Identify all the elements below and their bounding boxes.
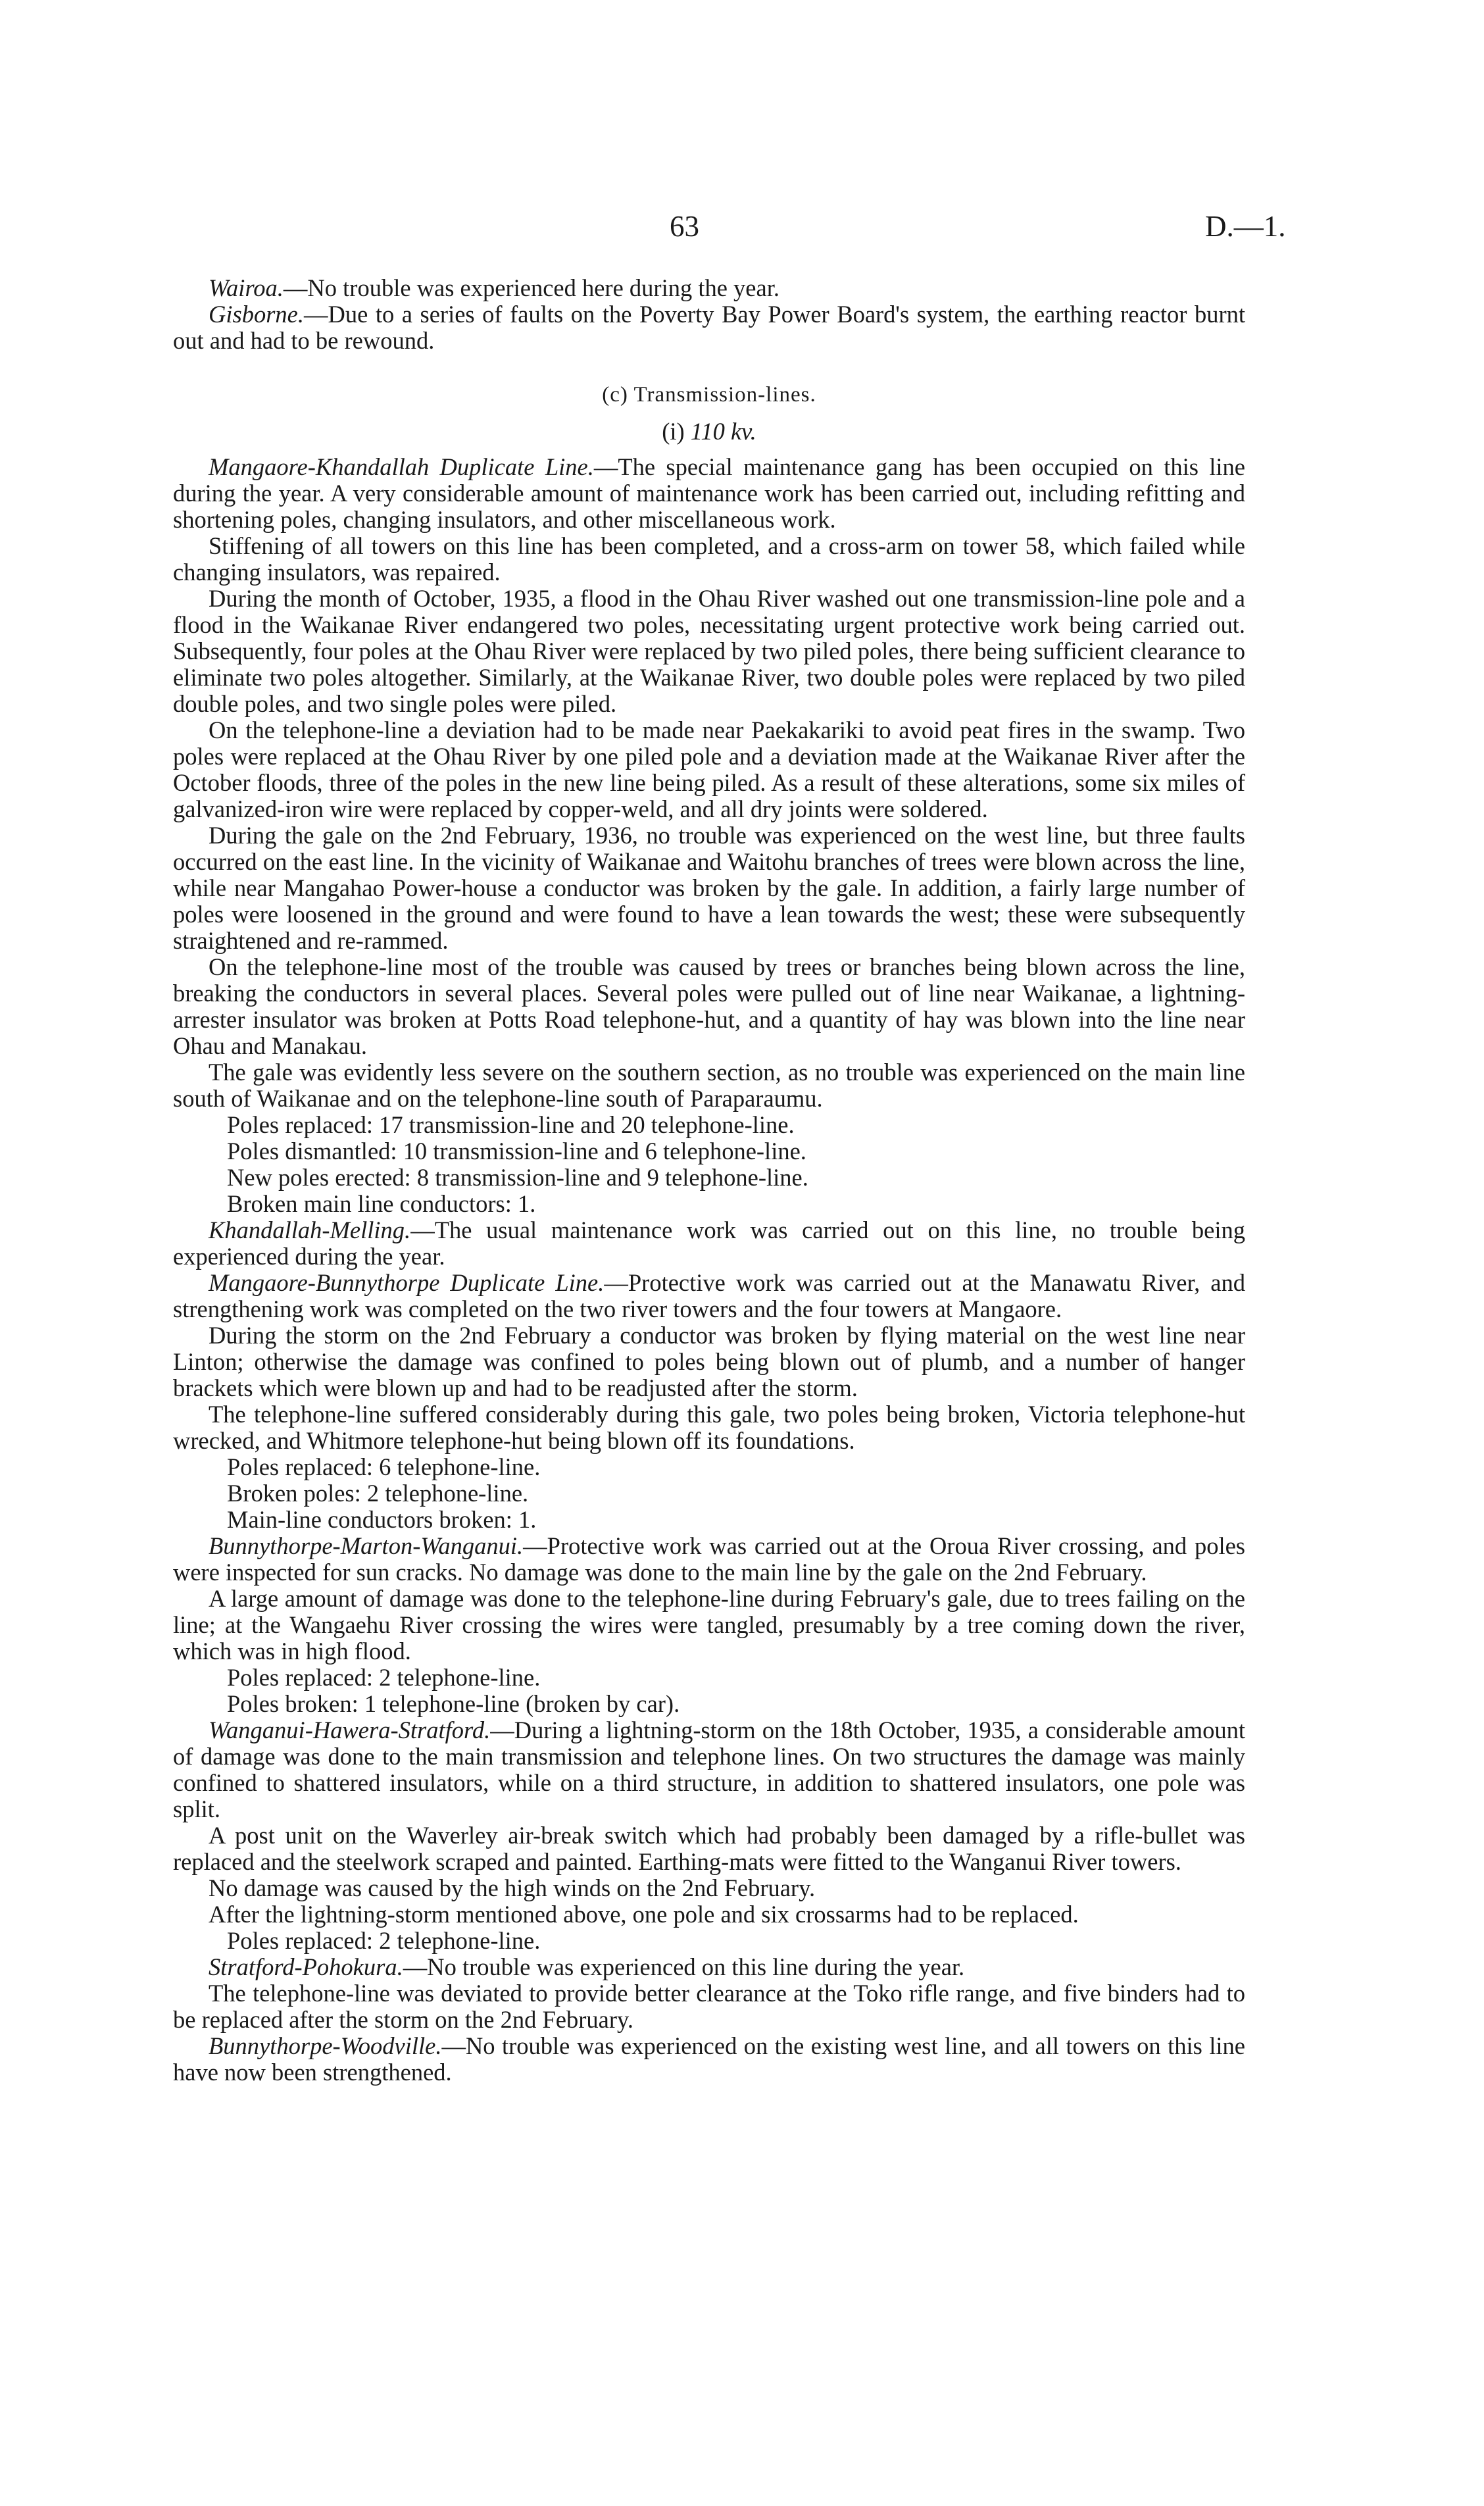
list-item: Main-line conductors broken: 1. bbox=[227, 1506, 537, 1533]
paragraph: The telephone-line suffered considerably during this gale, two poles being broken, Victoria telephone-hut wrecked, and Whitmore telephone-hut being blown off its foundations. bbox=[173, 1401, 1245, 1454]
list-item: Broken poles: 2 telephone-line. bbox=[227, 1480, 529, 1507]
section-title: Stratford-Pohokura. bbox=[209, 1953, 403, 1980]
page-body bbox=[173, 275, 1245, 2086]
page-header bbox=[0, 209, 1484, 249]
section-title: Wanganui-Hawera-Stratford. bbox=[209, 1717, 491, 1743]
paragraph: Mangaore-Khandallah Duplicate Line.—The special maintenance gang has been occupied on this line during the year. A very considerable amount of maintenance work has been carried out, including refitting and shortening poles, changing insulators, and other miscellaneous work. bbox=[173, 453, 1245, 533]
section-heading: (c) Transmission-lines. bbox=[602, 383, 816, 407]
section-title: Wairoa. bbox=[209, 274, 284, 301]
list-item: Poles replaced: 2 telephone-line. bbox=[227, 1664, 541, 1691]
list-item: Poles replaced: 2 telephone-line. bbox=[227, 1927, 541, 1954]
paragraph-wairoa: Wairoa.—No trouble was experienced here during the year. bbox=[209, 274, 779, 301]
paragraph: Wanganui-Hawera-Stratford.—During a lightning-storm on the 18th October, 1935, a considerable amount of damage was done to the main transmission and telephone lines. On two structures the damage was mainly confined to shattered insulators, while on a third structure, in addition to shattered insulators, one pole was split. bbox=[173, 1717, 1245, 1822]
paragraph-gisborne: Gisborne.—Due to a series of faults on the Poverty Bay Power Board's system, the earthing reactor burnt out and had to be rewound. bbox=[173, 301, 1245, 354]
section-title: Bunnythorpe-Woodville. bbox=[209, 2032, 442, 2059]
paragraph: On the telephone-line a deviation had to be made near Paekakariki to avoid peat fires in the swamp. Two poles were replaced at the Ohau River by one piled pole and a deviation made at the Waikanae River after the October floods, three of the poles in the new line being piled. As a result of these alterations, some six miles of galvanized-iron wire were replaced by copper-weld, and all dry joints were soldered. bbox=[173, 716, 1245, 822]
paragraph: The gale was evidently less severe on the southern section, as no trouble was experienced on the main line south of Waikanae and on the telephone-line south of Paraparaumu. bbox=[173, 1059, 1245, 1112]
paragraph: Mangaore-Bunnythorpe Duplicate Line.—Protective work was carried out at the Manawatu River, and strengthening work was completed on the two river towers and the four towers at Mangaore. bbox=[173, 1269, 1245, 1322]
list-item: Broken main line conductors: 1. bbox=[227, 1190, 536, 1217]
paragraph: Bunnythorpe-Marton-Wanganui.—Protective work was carried out at the Oroua River crossing, and poles were inspected for sun cracks. No damage was done to the main line by the gale on the 2nd February. bbox=[173, 1532, 1245, 1586]
document-reference: D.—1. bbox=[1205, 210, 1286, 243]
paragraph: A large amount of damage was done to the telephone-line during February's gale, due to trees failing on the line; at the Wangaehu River crossing the wires were tangled, presumably by a tree coming down the river, which was in high flood. bbox=[173, 1585, 1245, 1665]
paragraph: During the month of October, 1935, a flood in the Ohau River washed out one transmission-line pole and a flood in the Waikanae River endangered two poles, necessitating urgent protective work being carried out. Subsequently, four poles at the Ohau River were replaced by two piled poles, there being sufficient clearance to eliminate two poles altogether. Similarly, at the Waikanae River, two double poles were replaced by two piled double poles, and two single poles were piled. bbox=[173, 585, 1245, 717]
paragraph: A post unit on the Waverley air-break switch which had probably been damaged by a rifle-bullet was replaced and the steelwork scraped and painted. Earthing-mats were fitted to the Wanganui River towers. bbox=[173, 1822, 1245, 1875]
section-title: Khandallah-Melling. bbox=[209, 1216, 411, 1243]
section-title: Mangaore-Khandallah Duplicate Line. bbox=[209, 453, 594, 480]
paragraph: During the gale on the 2nd February, 1936, no trouble was experienced on the west line, but three faults occurred on the east line. In the vicinity of Waikanae and Waitohu branches of trees were blown across the line, while near Mangahao Power-house a conductor was broken by the gale. In addition, a fairly large number of poles were loosened in the ground and were found to have a lean towards the west; these were subsequently straightened and re-rammed. bbox=[173, 822, 1245, 954]
list-item: Poles broken: 1 telephone-line (broken by car). bbox=[227, 1690, 680, 1717]
subsection-heading: (i) 110 kv. bbox=[662, 418, 756, 445]
list-item: Poles replaced: 17 transmission-line and 20 telephone-line. bbox=[227, 1111, 795, 1138]
section-title: Mangaore-Bunnythorpe Duplicate Line. bbox=[209, 1269, 605, 1296]
paragraph: During the storm on the 2nd February a conductor was broken by flying material on the west line near Linton; otherwise the damage was confined to poles being blown out of plumb, and a number of hanger brackets which were blown up and had to be readjusted after the storm. bbox=[173, 1322, 1245, 1401]
paragraph: No damage was caused by the high winds on the 2nd February. bbox=[209, 1874, 816, 1901]
paragraph: The telephone-line was deviated to provide better clearance at the Toko rifle range, and five binders had to be replaced after the storm on the 2nd February. bbox=[173, 1980, 1245, 2033]
paragraph: Stiffening of all towers on this line has been completed, and a cross-arm on tower 58, which failed while changing insulators, was repaired. bbox=[173, 532, 1245, 586]
paragraph: After the lightning-storm mentioned above, one pole and six crossarms had to be replaced. bbox=[209, 1901, 1079, 1928]
list-item: Poles replaced: 6 telephone-line. bbox=[227, 1453, 541, 1480]
section-title: Bunnythorpe-Marton-Wanganui. bbox=[209, 1532, 524, 1559]
paragraph: Khandallah-Melling.—The usual maintenance work was carried out on this line, no trouble being experienced during the year. bbox=[173, 1216, 1245, 1270]
paragraph: On the telephone-line most of the trouble was caused by trees or branches being blown across the line, breaking the conductors in several places. Several poles were pulled out of line near Waikanae, a lightning-arrester insulator was broken at Potts Road telephone-hut, and a quantity of hay was blown into the line near Ohau and Manakau. bbox=[173, 953, 1245, 1059]
list-item: New poles erected: 8 transmission-line and 9 telephone-line. bbox=[227, 1164, 808, 1191]
paragraph: Bunnythorpe-Woodville.—No trouble was experienced on the existing west line, and all towers on this line have now been strengthened. bbox=[173, 2032, 1245, 2086]
section-title: Gisborne. bbox=[209, 301, 304, 328]
paragraph: Stratford-Pohokura.—No trouble was experienced on this line during the year. bbox=[209, 1953, 965, 1980]
list-item: Poles dismantled: 10 transmission-line and 6 telephone-line. bbox=[227, 1138, 806, 1165]
page-number: 63 bbox=[670, 210, 699, 243]
